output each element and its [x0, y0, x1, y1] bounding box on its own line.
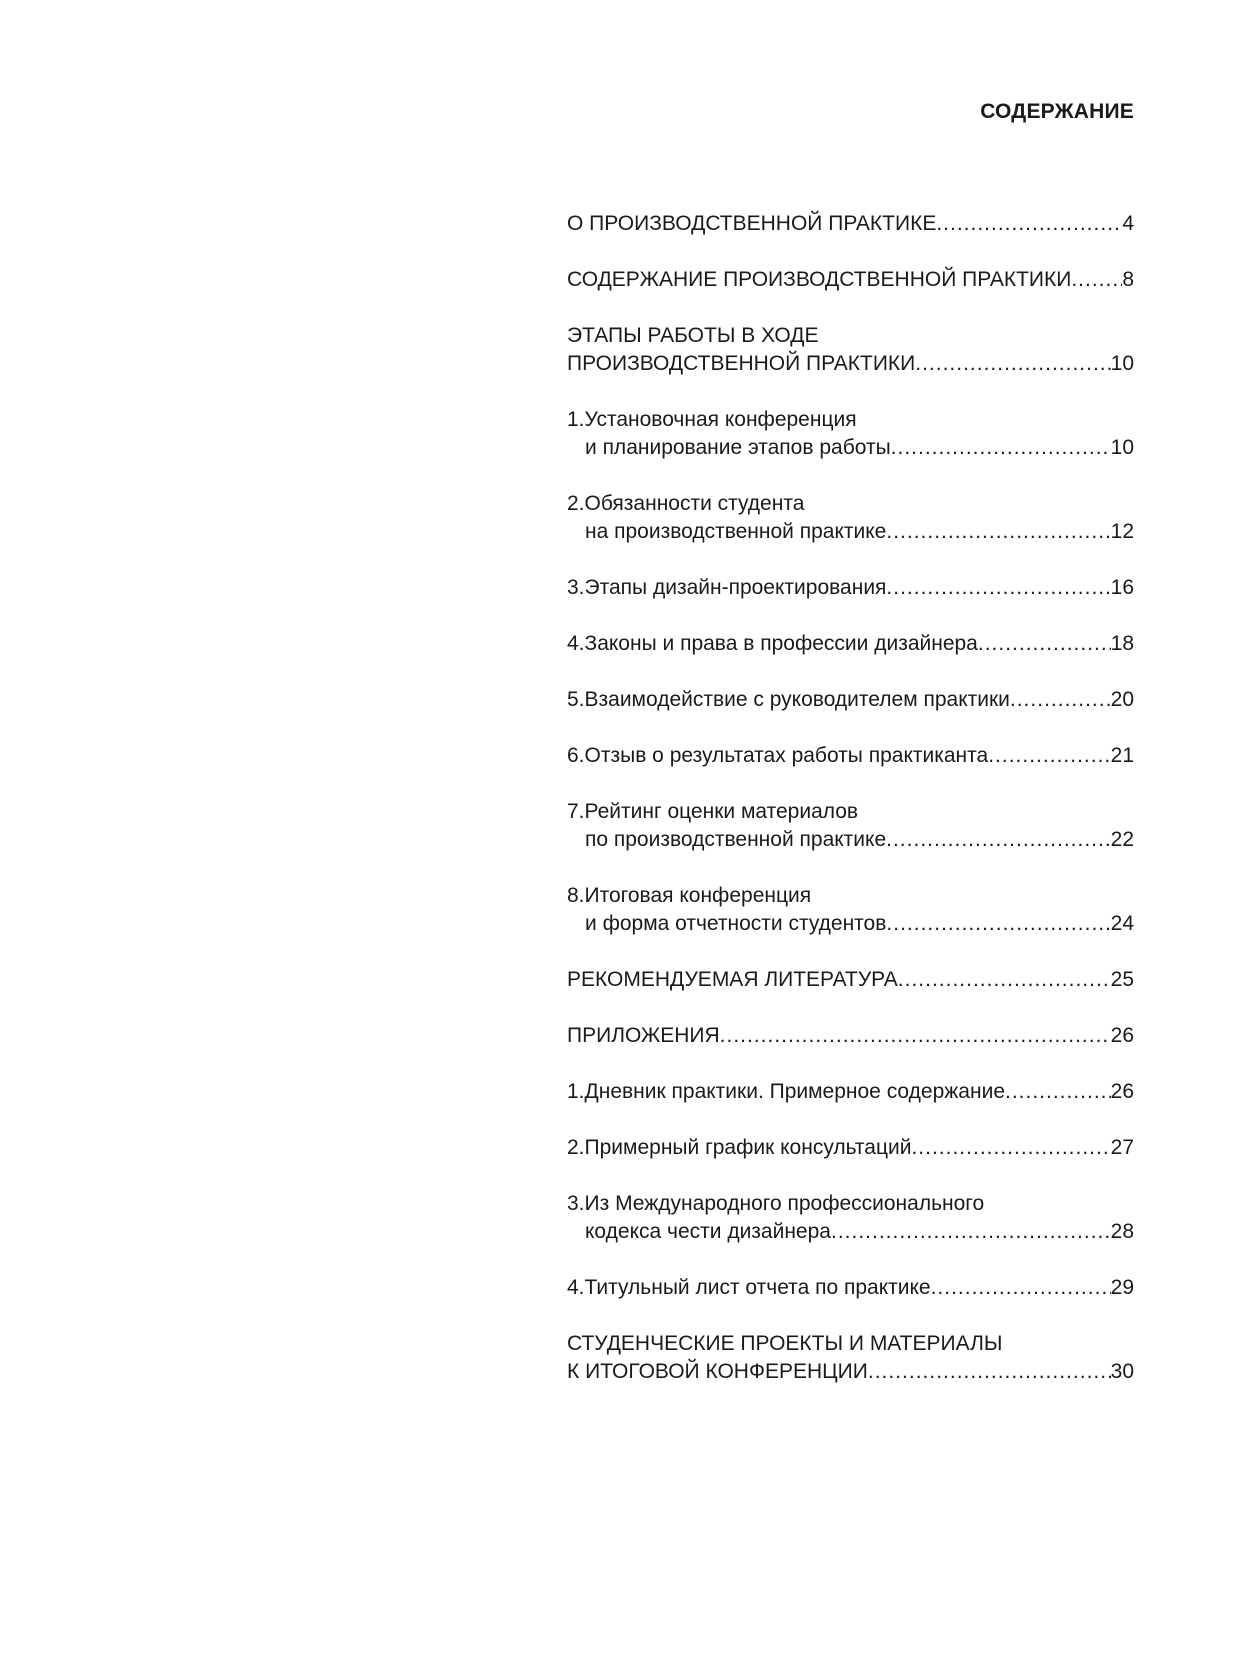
toc-line	[567, 266, 1134, 294]
toc-line	[567, 434, 1134, 462]
toc-line	[567, 322, 1134, 350]
toc-entry-title-line2: и форма отчетности студентов	[585, 912, 887, 935]
toc-entry-7[interactable]	[567, 798, 1134, 854]
toc-entry-title-line1: 8.Итоговая конференция	[567, 884, 812, 907]
toc-entry-appendices[interactable]	[567, 1022, 1134, 1050]
toc-line	[567, 1078, 1134, 1106]
toc-page-number: 30	[1110, 1360, 1134, 1383]
toc-page-number: 4	[1122, 212, 1134, 235]
toc-page-number: 20	[1110, 688, 1134, 711]
toc-line	[567, 1022, 1134, 1050]
toc-entry-1[interactable]	[567, 406, 1134, 462]
toc-entry-about-practice[interactable]	[567, 210, 1134, 238]
toc-line	[567, 490, 1134, 518]
toc-page-number: 27	[1110, 1136, 1134, 1159]
toc-entry-title-line1: ЭТАПЫ РАБОТЫ В ХОДЕ	[567, 324, 819, 347]
toc-entry-title-line1: 1.Установочная конференция	[567, 408, 857, 431]
toc-entry-student-projects[interactable]	[567, 1330, 1134, 1386]
toc-entry-appendix-2[interactable]	[567, 1134, 1134, 1162]
toc-page-number: 10	[1110, 436, 1134, 459]
dot-leader	[720, 1022, 1111, 1050]
dot-leader	[931, 1274, 1111, 1302]
toc-entry-work-stages[interactable]	[567, 322, 1134, 378]
dot-leader	[886, 518, 1110, 546]
toc-entry-5[interactable]	[567, 686, 1134, 714]
dot-leader	[891, 434, 1111, 462]
toc-entry-2[interactable]	[567, 490, 1134, 546]
dot-leader	[978, 630, 1111, 658]
toc-line	[567, 1330, 1134, 1358]
dot-leader	[1005, 1078, 1111, 1106]
toc-entry-title-line2: и планирование этапов работы	[585, 436, 891, 459]
toc-line	[567, 1134, 1134, 1162]
dot-leader	[936, 210, 1122, 238]
toc-entry-title: СОДЕРЖАНИЕ ПРОИЗВОДСТВЕННОЙ ПРАКТИКИ	[567, 268, 1072, 291]
toc-line	[567, 210, 1134, 238]
toc-entry-appendix-4[interactable]	[567, 1274, 1134, 1302]
toc-line	[567, 882, 1134, 910]
dot-leader	[831, 1218, 1111, 1246]
toc-line	[567, 686, 1134, 714]
toc-entry-6[interactable]	[567, 742, 1134, 770]
toc-page-number: 21	[1110, 744, 1134, 767]
toc-entry-title: 2.Примерный график консультаций	[567, 1136, 912, 1159]
toc-entry-title: 5.Взаимодействие с руководителем практики	[567, 688, 1010, 711]
toc-entry-appendix-3[interactable]	[567, 1190, 1134, 1246]
toc-page-number: 22	[1110, 828, 1134, 851]
toc-entry-title-line2: кодекса чести дизайнера	[585, 1220, 831, 1243]
toc-line	[567, 910, 1134, 938]
toc-page-number: 12	[1110, 520, 1134, 543]
toc-entry-title: 4.Законы и права в профессии дизайнера	[567, 632, 978, 655]
toc-entry-title-line1: 7.Рейтинг оценки материалов	[567, 800, 859, 823]
toc-line	[567, 350, 1134, 378]
toc-entry-title-line2: на производственной практике	[585, 520, 887, 543]
toc-page-number: 28	[1110, 1220, 1134, 1243]
toc-line	[567, 1190, 1134, 1218]
dot-leader	[1071, 266, 1122, 294]
toc-page-number: 25	[1110, 968, 1134, 991]
toc-entry-8[interactable]	[567, 882, 1134, 938]
toc-page-number: 18	[1110, 632, 1134, 655]
toc-entry-appendix-1[interactable]	[567, 1078, 1134, 1106]
toc-line	[567, 798, 1134, 826]
toc-line	[567, 1218, 1134, 1246]
dot-leader	[886, 910, 1110, 938]
toc-line	[567, 630, 1134, 658]
toc-entry-3[interactable]	[567, 574, 1134, 602]
toc-entry-title-line2: ПРОИЗВОДСТВЕННОЙ ПРАКТИКИ	[567, 352, 916, 375]
toc-line	[567, 406, 1134, 434]
toc-entry-title: 1.Дневник практики. Примерное содержание	[567, 1080, 1005, 1103]
dot-leader	[868, 1358, 1111, 1386]
toc-entry-practice-content[interactable]	[567, 266, 1134, 294]
toc-entry-literature[interactable]	[567, 966, 1134, 994]
toc-line	[567, 1274, 1134, 1302]
toc-page-number: 29	[1110, 1276, 1134, 1299]
toc-line	[567, 826, 1134, 854]
toc-entry-title-line2: К ИТОГОВОЙ КОНФЕРЕНЦИИ	[567, 1360, 868, 1383]
dot-leader	[911, 1134, 1110, 1162]
toc-line	[567, 518, 1134, 546]
toc-page-number: 24	[1110, 912, 1134, 935]
page-title: СОДЕРЖАНИЕ	[980, 100, 1134, 123]
toc-entry-title: 3.Этапы дизайн-проектирования	[567, 576, 887, 599]
dot-leader	[898, 966, 1111, 994]
toc-page-number: 26	[1110, 1080, 1134, 1103]
dot-leader	[886, 826, 1111, 854]
toc-line	[567, 742, 1134, 770]
toc-entry-title: РЕКОМЕНДУЕМАЯ ЛИТЕРАТУРА	[567, 968, 898, 991]
toc-entry-title-line2: по производственной практике	[585, 828, 887, 851]
table-of-contents	[567, 210, 1134, 1414]
toc-entry-4[interactable]	[567, 630, 1134, 658]
toc-entry-title: 4.Титульный лист отчета по практике	[567, 1276, 931, 1299]
toc-entry-title-line1: СТУДЕНЧЕСКИЕ ПРОЕКТЫ И МАТЕРИАЛЫ	[567, 1332, 1003, 1355]
toc-line	[567, 966, 1134, 994]
toc-entry-title: 6.Отзыв о результатах работы практиканта	[567, 744, 989, 767]
toc-entry-title: ПРИЛОЖЕНИЯ	[567, 1024, 720, 1047]
toc-line	[567, 574, 1134, 602]
toc-page-number: 8	[1122, 268, 1134, 291]
dot-leader	[1010, 686, 1111, 714]
toc-entry-title: О ПРОИЗВОДСТВЕННОЙ ПРАКТИКЕ	[567, 212, 937, 235]
toc-page-number: 10	[1110, 352, 1134, 375]
toc-entry-title-line1: 3.Из Международного профессионального	[567, 1192, 985, 1215]
toc-entry-title-line1: 2.Обязанности студента	[567, 492, 805, 515]
dot-leader	[915, 350, 1110, 378]
dot-leader	[886, 574, 1110, 602]
toc-page-number: 16	[1110, 576, 1134, 599]
toc-line	[567, 1358, 1134, 1386]
toc-page-number: 26	[1110, 1024, 1134, 1047]
dot-leader	[988, 742, 1110, 770]
